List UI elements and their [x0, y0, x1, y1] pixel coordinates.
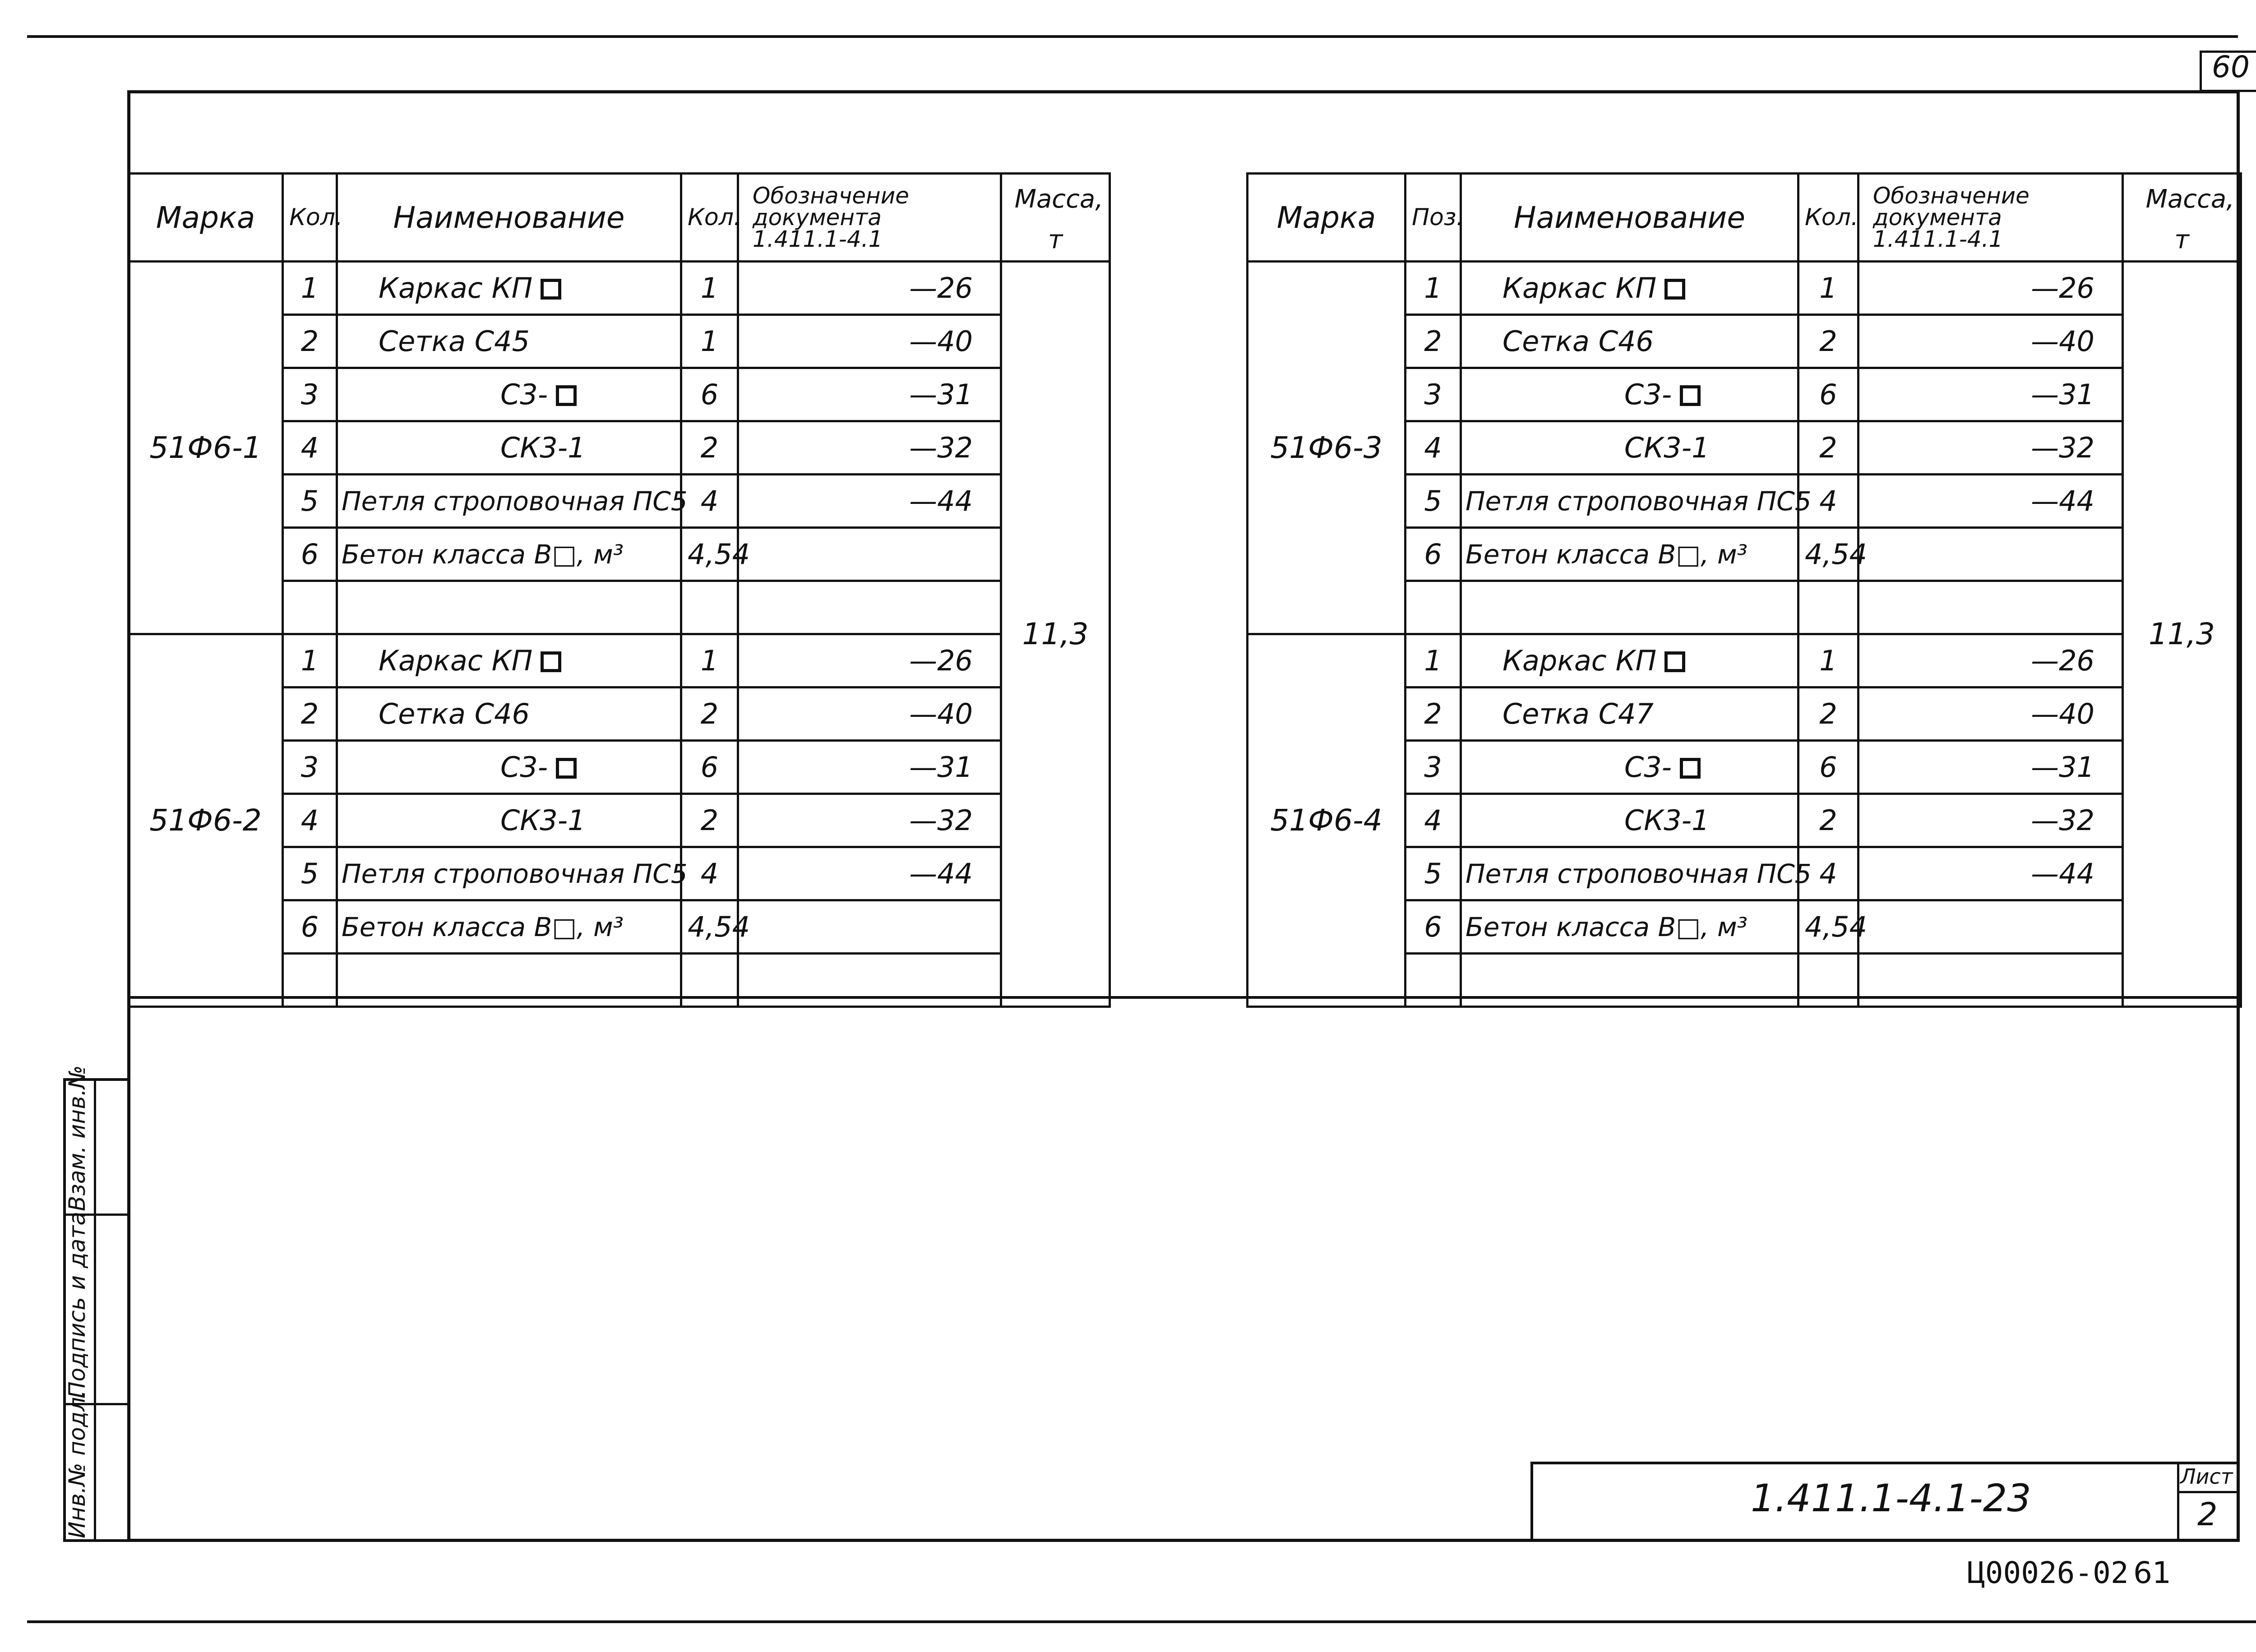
pos-cell: 4	[283, 421, 337, 475]
pos-cell: 1	[1405, 262, 1461, 315]
spec-table-right	[1246, 172, 2242, 1008]
name-text: Бетон класса В□, м³	[342, 539, 624, 570]
qty-cell	[681, 954, 738, 1007]
header-doc-line1: Обозначение	[1873, 183, 2029, 209]
name-text: С3-	[1624, 378, 1672, 411]
doc-cell: —40	[1858, 688, 2123, 741]
placeholder-square-icon	[556, 758, 577, 779]
name-cell	[1461, 794, 1798, 847]
qty-cell: 4,54	[1798, 900, 1858, 954]
placeholder-square-icon	[541, 651, 561, 672]
name-cell	[337, 634, 681, 688]
sheet-label: Лист	[2180, 1464, 2233, 1489]
side-stamp-inv-podl: Инв.№ подл.	[64, 1389, 90, 1538]
qty-cell: 4,54	[1798, 528, 1858, 581]
table-row	[1248, 262, 2241, 315]
placeholder-square-icon	[1680, 385, 1701, 406]
pos-cell	[1405, 581, 1461, 634]
header-doc-line2: документа	[1873, 204, 2002, 231]
mass-cell: 11,3	[1001, 262, 1110, 1007]
doc-cell: —32	[1858, 421, 2123, 475]
name-text: Сетка С47	[1502, 697, 1654, 730]
doc-cell	[738, 954, 1001, 1007]
doc-cell: —31	[1858, 368, 2123, 421]
name-text: Каркас КП	[379, 644, 533, 677]
pos-cell: 1	[283, 262, 337, 315]
side-stamp-podpis-data: Подпись и дата	[64, 1211, 90, 1398]
header-mass-line1: Масса,	[2145, 185, 2234, 214]
doc-cell: —32	[1858, 794, 2123, 847]
doc-cell: —44	[1858, 475, 2123, 528]
name-text: Каркас КП	[379, 272, 533, 305]
doc-cell	[1858, 954, 2123, 1007]
name-text: СК3-1	[500, 431, 586, 464]
footer-code: Ц00026-02	[1967, 1555, 2129, 1590]
qty-cell: 1	[681, 262, 738, 315]
header-name: Наименование	[337, 174, 681, 262]
name-text: Сетка С46	[1502, 325, 1654, 358]
doc-cell: —26	[738, 262, 1001, 315]
pos-cell: 1	[283, 634, 337, 688]
pos-cell: 5	[1405, 847, 1461, 900]
name-cell	[337, 688, 681, 741]
pos-cell: 2	[283, 688, 337, 741]
qty-cell: 2	[1798, 315, 1858, 368]
name-cell	[1461, 634, 1798, 688]
table-row	[129, 262, 1110, 315]
header-mass-line2: т	[1048, 225, 1063, 254]
qty-cell: 2	[681, 688, 738, 741]
doc-cell: —44	[738, 475, 1001, 528]
qty-cell: 4	[681, 475, 738, 528]
pos-cell: 2	[1405, 315, 1461, 368]
doc-cell	[738, 581, 1001, 634]
qty-cell: 2	[681, 794, 738, 847]
header-mass	[2123, 174, 2241, 262]
name-text: Петля строповочная ПС5	[342, 485, 688, 517]
name-cell	[337, 847, 688, 900]
pos-cell: 4	[1405, 421, 1461, 475]
doc-cell	[1858, 581, 2123, 634]
doc-cell	[1858, 900, 2123, 954]
name-cell	[337, 315, 681, 368]
pos-cell: 3	[283, 741, 337, 794]
name-cell	[1461, 900, 1798, 954]
pos-cell: 4	[283, 794, 337, 847]
qty-cell: 1	[681, 634, 738, 688]
mass-cell: 11,3	[2123, 262, 2241, 1007]
doc-cell: —26	[1858, 262, 2123, 315]
pos-cell: 6	[1405, 900, 1461, 954]
doc-cell	[738, 528, 1001, 581]
spec-table-left	[127, 172, 1111, 1008]
name-cell	[337, 581, 681, 634]
name-text: СК3-1	[1624, 431, 1710, 464]
name-text: Сетка С45	[379, 325, 530, 358]
pos-cell: 5	[283, 847, 337, 900]
doc-cell: —32	[738, 421, 1001, 475]
name-cell	[1461, 421, 1798, 475]
name-cell	[1461, 688, 1798, 741]
qty-cell: 4,54	[681, 528, 738, 581]
pos-cell: 3	[1405, 368, 1461, 421]
pos-cell: 2	[1405, 688, 1461, 741]
name-text: СК3-1	[500, 804, 586, 837]
placeholder-square-icon	[1664, 651, 1685, 672]
name-cell	[337, 794, 681, 847]
name-cell	[1461, 475, 1812, 528]
name-cell	[337, 900, 681, 954]
pos-cell	[283, 954, 337, 1007]
side-stamp-vzam-inv: Взам. инв.№	[64, 1065, 90, 1211]
title-block-divider	[2177, 1462, 2179, 1542]
qty-cell: 6	[1798, 741, 1858, 794]
document-designation: 1.411.1-4.1-23	[1751, 1476, 2031, 1520]
pos-cell: 3	[283, 368, 337, 421]
left-body	[129, 262, 1110, 1007]
header-mass	[1001, 174, 1110, 262]
doc-cell: —31	[1858, 741, 2123, 794]
header-doc-line3: 1.411.1-4.1	[753, 226, 883, 252]
name-cell	[337, 368, 681, 421]
name-cell	[337, 421, 681, 475]
doc-cell: —31	[738, 368, 1001, 421]
marka-cell: 51Ф6-1	[129, 262, 283, 634]
name-cell	[337, 475, 688, 528]
qty-cell	[681, 581, 738, 634]
footer-page: 61	[2133, 1555, 2171, 1590]
qty-cell: 1	[1798, 634, 1858, 688]
name-text: С3-	[500, 378, 548, 411]
qty-cell: 2	[1798, 794, 1858, 847]
header-row	[129, 174, 1110, 262]
name-cell	[1461, 954, 1798, 1007]
bottom-border-line	[27, 1620, 2256, 1623]
name-cell	[337, 954, 681, 1007]
name-cell	[337, 262, 681, 315]
name-cell	[1461, 847, 1812, 900]
doc-cell: —26	[738, 634, 1001, 688]
name-cell	[1461, 315, 1798, 368]
marka-cell: 51Ф6-2	[129, 634, 283, 1007]
qty-cell: 4,54	[681, 900, 738, 954]
name-text: Сетка С46	[379, 697, 530, 730]
placeholder-square-icon	[556, 385, 577, 406]
sheet-number: 2	[2197, 1496, 2218, 1533]
qty-cell: 6	[681, 368, 738, 421]
qty-cell: 2	[1798, 421, 1858, 475]
header-doc-line2: документа	[753, 204, 882, 231]
doc-cell: —40	[1858, 315, 2123, 368]
doc-cell: —44	[738, 847, 1001, 900]
name-cell	[1461, 368, 1798, 421]
pos-cell: 6	[283, 900, 337, 954]
name-cell	[1461, 581, 1798, 634]
name-text: Петля строповочная ПС5	[1465, 858, 1812, 889]
pos-cell: 4	[1405, 794, 1461, 847]
header-qty: Кол.	[681, 174, 738, 262]
table-row	[129, 634, 1110, 688]
doc-cell	[1858, 528, 2123, 581]
header-mass-line2: т	[2174, 225, 2189, 254]
doc-cell	[738, 900, 1001, 954]
doc-cell: —40	[738, 315, 1001, 368]
header-qty: Кол.	[1798, 174, 1858, 262]
qty-cell: 6	[681, 741, 738, 794]
placeholder-square-icon	[1664, 279, 1685, 300]
doc-cell: —32	[738, 794, 1001, 847]
qty-cell	[1798, 954, 1858, 1007]
qty-cell: 2	[681, 421, 738, 475]
name-text: Петля строповочная ПС5	[342, 858, 688, 889]
name-text: Каркас КП	[1502, 272, 1657, 305]
header-marka: Марка	[129, 174, 283, 262]
header-marka: Марка	[1248, 174, 1405, 262]
doc-cell: —31	[738, 741, 1001, 794]
qty-cell: 4	[1798, 475, 1858, 528]
name-text: Петля строповочная ПС5	[1465, 485, 1812, 517]
name-text: Бетон класса В□, м³	[1465, 911, 1747, 942]
qty-cell: 2	[1798, 688, 1858, 741]
corner-sheet-number: 60	[2212, 50, 2250, 84]
placeholder-square-icon	[541, 279, 561, 300]
pos-cell: 6	[1405, 528, 1461, 581]
pos-cell	[283, 581, 337, 634]
qty-cell: 4	[1798, 847, 1858, 900]
marka-cell: 51Ф6-4	[1248, 634, 1405, 1007]
placeholder-square-icon	[1680, 758, 1701, 779]
header-doc	[738, 174, 1001, 262]
pos-cell: 2	[283, 315, 337, 368]
pos-cell: 1	[1405, 634, 1461, 688]
marka-cell: 51Ф6-3	[1248, 262, 1405, 634]
top-border-line	[27, 35, 2238, 38]
pos-cell	[1405, 954, 1461, 1007]
name-text: С3-	[1624, 751, 1672, 784]
qty-cell	[1798, 581, 1858, 634]
doc-cell: —26	[1858, 634, 2123, 688]
header-pos: Кол.	[283, 174, 337, 262]
name-cell	[1461, 262, 1798, 315]
name-text: Бетон класса В□, м³	[342, 911, 624, 942]
table-row	[1248, 634, 2241, 688]
pos-cell: 5	[283, 475, 337, 528]
pos-cell: 3	[1405, 741, 1461, 794]
name-cell	[337, 528, 681, 581]
doc-cell: —44	[1858, 847, 2123, 900]
header-doc	[1858, 174, 2123, 262]
name-text: Бетон класса В□, м³	[1465, 539, 1747, 570]
doc-cell: —40	[738, 688, 1001, 741]
qty-cell: 1	[681, 315, 738, 368]
side-stamp-divider	[94, 1078, 96, 1542]
header-pos: Поз.	[1405, 174, 1461, 262]
header-doc-line3: 1.411.1-4.1	[1873, 226, 2003, 252]
pos-cell: 5	[1405, 475, 1461, 528]
name-text: С3-	[500, 751, 548, 784]
name-cell	[1461, 741, 1798, 794]
name-cell	[1461, 528, 1798, 581]
header-row	[1248, 174, 2241, 262]
header-name: Наименование	[1461, 174, 1798, 262]
header-doc-line1: Обозначение	[753, 183, 909, 209]
title-block-sheet-line	[2177, 1491, 2240, 1493]
name-text: Каркас КП	[1502, 644, 1657, 677]
qty-cell: 6	[1798, 368, 1858, 421]
qty-cell: 4	[681, 847, 738, 900]
right-body	[1248, 262, 2241, 1007]
name-cell	[337, 741, 681, 794]
pos-cell: 6	[283, 528, 337, 581]
name-text: СК3-1	[1624, 804, 1710, 837]
qty-cell: 1	[1798, 262, 1858, 315]
header-mass-line1: Масса,	[1014, 185, 1103, 214]
